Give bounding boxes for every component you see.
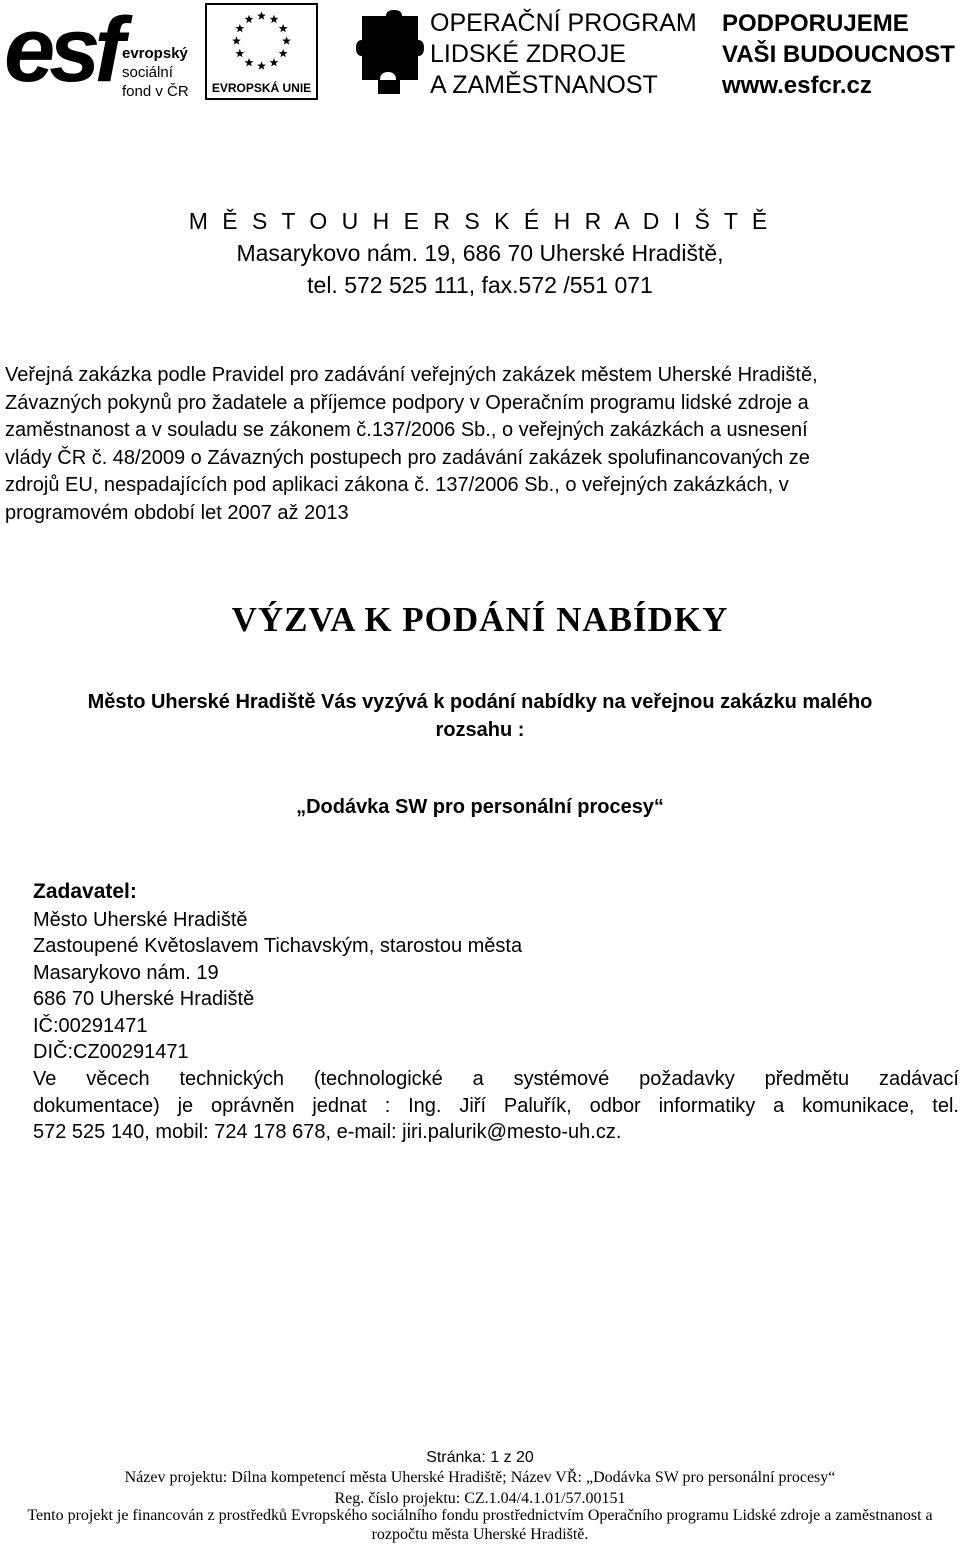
eu-star-icon: [257, 11, 266, 19]
esf-logo-word: esf: [4, 0, 119, 101]
intro-line: Závazných pokynů pro žadatele a příjemce podpory v Operačním programu lidské zdroje a: [5, 391, 809, 414]
esf-line3: fond v ČR: [122, 83, 189, 100]
puzzle-icon: [356, 10, 424, 96]
esf-line1: evropský: [122, 45, 188, 62]
tech-contact-line: dokumentace) je oprávněn jednat : Ing. Jiří Paluřík, odbor informatiky a komunikace, tel.: [33, 1094, 959, 1117]
intro-line: zdrojů EU, nespadajících pod aplikaci zákona č. 137/2006 Sb., o veřejných zakázkách, v: [5, 474, 789, 496]
eu-star-icon: [279, 24, 288, 32]
authority-street: Masarykovo nám. 19: [33, 961, 219, 984]
contracting-authority-heading: Zadavatel:: [33, 880, 137, 903]
esf-logo-caption: [122, 44, 189, 101]
esf-line2: sociální: [122, 64, 173, 81]
esf-logo: [0, 0, 195, 100]
eu-caption: EVROPSKÁ UNIE: [211, 81, 312, 95]
authority-ico: IČ:00291471: [33, 1014, 148, 1037]
eu-star-icon: [270, 15, 279, 23]
slogan-line2: VAŠI BUDOUCNOST: [722, 41, 955, 68]
eu-star-icon: [235, 49, 244, 57]
invitation-line: Město Uherské Hradiště Vás vyzývá k podání nabídky na veřejnou zakázku malého: [87, 691, 873, 713]
invitation-text: [0, 688, 960, 744]
issuer-address: Masarykovo nám. 19, 686 70 Uherské Hradiště,: [236, 240, 724, 266]
tech-contact-line: Ve věcech technických (technologické a systémové požadavky předmětu zadávací: [33, 1068, 959, 1090]
authority-name: Město Uherské Hradiště: [33, 909, 248, 931]
contract-name: „Dodávka SW pro personální procesy“: [296, 796, 664, 818]
eu-star-icon: [235, 24, 244, 32]
eu-flag-logo: [205, 3, 318, 100]
page-number: Stránka: 1 z 20: [426, 1449, 534, 1466]
op-title: [430, 8, 697, 101]
footer-funding: rozpočtu města Uherské Hradiště.: [371, 1526, 589, 1543]
intro-line: vlády ČR č. 48/2009 o Závazných postupech pro zadávání zakázek spolufinancovaných ze: [5, 446, 810, 469]
eu-star-icon: [232, 36, 241, 44]
intro-line: zaměstnanost a v souladu se zákonem č.137/2006 Sb., o veřejných zakázkách a usnesení: [5, 419, 808, 441]
city-heading: M Ě S T O U H E R S K É H R A D I Š T Ě: [188, 208, 772, 234]
tech-contact-line: 572 525 140, mobil: 724 178 678, e-mail: jiri.palurik@mesto-uh.cz.: [33, 1121, 622, 1143]
slogan-website: www.esfcr.cz: [722, 72, 872, 99]
footer-funding: Tento projekt je financován z prostředků Evropského sociálního fondu prostřednictvím Operačního programu Lidské zdroje a zaměstnanost a: [27, 1507, 933, 1524]
slogan-line1: PODPORUJEME: [722, 10, 909, 37]
op-line3: A ZAMĚSTNANOST: [430, 71, 658, 99]
slogan-block: [722, 8, 955, 100]
legal-basis-paragraph: [5, 362, 955, 527]
op-lzz-logo: [356, 8, 706, 100]
eu-star-icon: [270, 58, 279, 66]
document-title: VÝZVA K PODÁNÍ NABÍDKY: [231, 600, 729, 639]
eu-star-icon: [245, 15, 254, 23]
authority-dic: DIČ:CZ00291471: [33, 1041, 189, 1064]
intro-line: programovém období let 2007 až 2013: [5, 501, 349, 524]
contracting-authority-details: [33, 907, 522, 1065]
op-line2: LIDSKÉ ZDROJE: [430, 40, 626, 68]
op-line1: OPERAČNÍ PROGRAM: [430, 9, 697, 37]
authority-city: 686 70 Uherské Hradiště: [33, 988, 255, 1011]
issuer-phone: tel. 572 525 111, fax.572 /551 071: [307, 272, 653, 298]
eu-star-icon: [257, 61, 266, 69]
authority-representative: Zastoupené Květoslavem Tichavským, starostou města: [33, 935, 523, 958]
invitation-line: rozsahu :: [435, 719, 525, 741]
eu-star-icon: [282, 36, 291, 44]
footer-project: Název projektu: Dílna kompetencí města Uherské Hradiště; Název VŘ: „Dodávka SW pro personální procesy“: [124, 1469, 836, 1486]
footer-reg-number: Reg. číslo projektu: CZ.1.04/4.1.01/57.00151: [334, 1490, 626, 1507]
eu-star-icon: [279, 49, 288, 57]
intro-line: Veřejná zakázka podle Pravidel pro zadávání veřejných zakázek městem Uherské Hradiště,: [5, 364, 818, 386]
eu-stars-icon: [207, 5, 316, 77]
technical-contact: [33, 1066, 959, 1146]
eu-star-icon: [245, 58, 254, 66]
